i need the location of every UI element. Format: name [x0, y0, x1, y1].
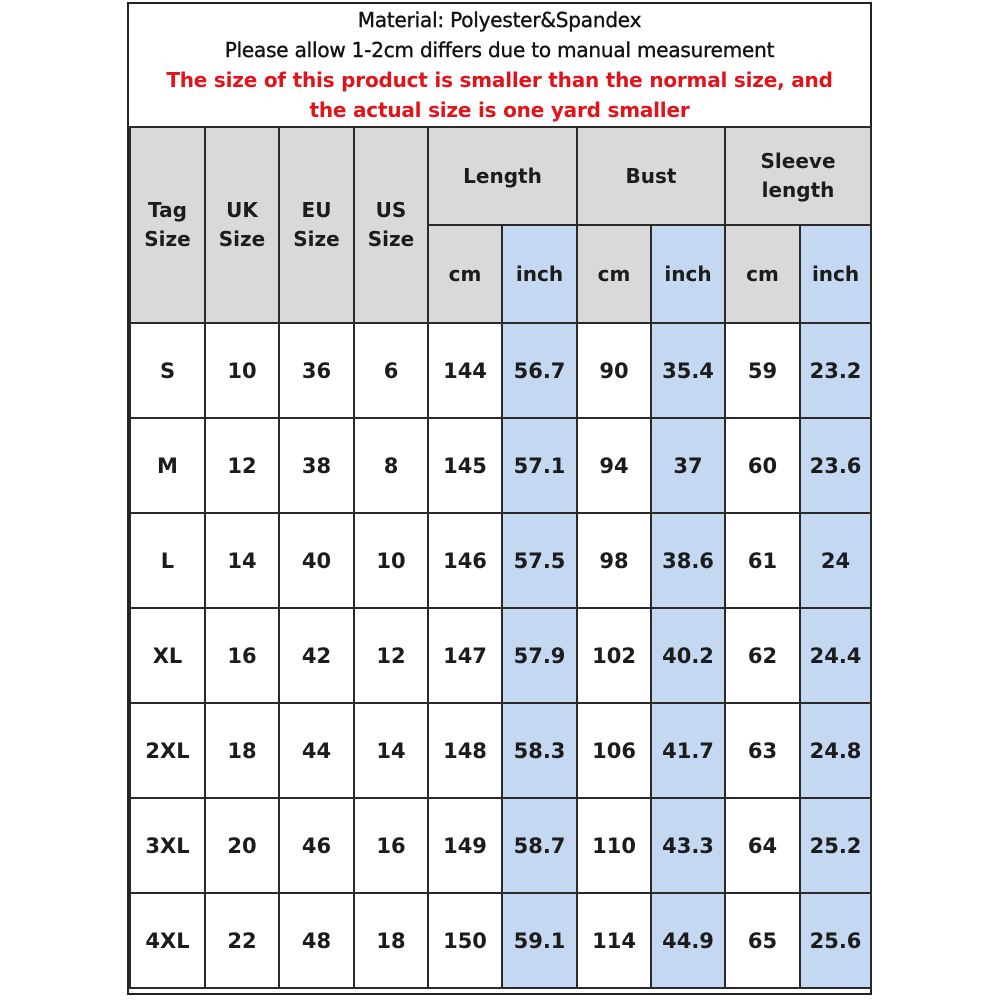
header-length: Length [428, 127, 577, 225]
cell-length-inch: 56.7 [502, 323, 577, 418]
header-bust-cm: cm [577, 225, 651, 323]
cell-length-cm: 145 [428, 418, 502, 513]
cell-uk-size: 10 [205, 323, 279, 418]
header-sleeve-length: Sleeve length [725, 127, 871, 225]
cell-us-size: 10 [354, 513, 428, 608]
table-row [130, 893, 871, 988]
header-bust: Bust [577, 127, 725, 225]
product-notes [129, 4, 870, 128]
cell-eu-size: 42 [279, 608, 354, 703]
cell-length-inch: 57.5 [502, 513, 577, 608]
header-row-groups [130, 127, 871, 225]
cell-bust-inch: 44.9 [651, 893, 725, 988]
cell-bust-cm: 102 [577, 608, 651, 703]
size-table-body [130, 323, 871, 988]
cell-uk-size: 12 [205, 418, 279, 513]
cell-length-cm: 148 [428, 703, 502, 798]
cell-bust-inch: 37 [651, 418, 725, 513]
header-us-size: US Size [354, 127, 428, 323]
header-eu-size: EU Size [279, 127, 354, 323]
cell-bust-cm: 114 [577, 893, 651, 988]
material-note: Material: Polyester&Spandex [357, 8, 642, 32]
table-row [130, 513, 871, 608]
cell-bust-cm: 110 [577, 798, 651, 893]
cell-tag-size: S [130, 323, 205, 418]
cell-sleeve-inch: 23.2 [800, 323, 871, 418]
header-uk-size: UK Size [205, 127, 279, 323]
cell-length-inch: 59.1 [502, 893, 577, 988]
cell-sleeve-cm: 60 [725, 418, 800, 513]
cell-eu-size: 46 [279, 798, 354, 893]
cell-bust-cm: 94 [577, 418, 651, 513]
cell-bust-inch: 40.2 [651, 608, 725, 703]
cell-sleeve-inch: 25.6 [800, 893, 871, 988]
cell-length-inch: 57.1 [502, 418, 577, 513]
header-sleeve-cm: cm [725, 225, 800, 323]
cell-sleeve-inch: 25.2 [800, 798, 871, 893]
header-tag-size: Tag Size [130, 127, 205, 323]
cell-tag-size: 4XL [130, 893, 205, 988]
cell-eu-size: 36 [279, 323, 354, 418]
cell-us-size: 12 [354, 608, 428, 703]
cell-us-size: 16 [354, 798, 428, 893]
cell-sleeve-cm: 62 [725, 608, 800, 703]
table-row [130, 703, 871, 798]
cell-uk-size: 20 [205, 798, 279, 893]
table-row [130, 418, 871, 513]
cell-uk-size: 14 [205, 513, 279, 608]
cell-sleeve-cm: 61 [725, 513, 800, 608]
cell-uk-size: 22 [205, 893, 279, 988]
cell-uk-size: 16 [205, 608, 279, 703]
cell-sleeve-cm: 65 [725, 893, 800, 988]
cell-tag-size: 2XL [130, 703, 205, 798]
cell-length-cm: 147 [428, 608, 502, 703]
cell-uk-size: 18 [205, 703, 279, 798]
header-length-cm: cm [428, 225, 502, 323]
cell-us-size: 18 [354, 893, 428, 988]
cell-eu-size: 44 [279, 703, 354, 798]
cell-tag-size: M [130, 418, 205, 513]
size-chart [127, 2, 872, 995]
cell-length-cm: 146 [428, 513, 502, 608]
cell-sleeve-inch: 24 [800, 513, 871, 608]
measurement-note: Please allow 1-2cm differs due to manual measurement [224, 38, 775, 62]
cell-bust-inch: 38.6 [651, 513, 725, 608]
cell-tag-size: 3XL [130, 798, 205, 893]
cell-us-size: 6 [354, 323, 428, 418]
cell-eu-size: 40 [279, 513, 354, 608]
cell-bust-cm: 98 [577, 513, 651, 608]
size-warning-line-1: The size of this product is smaller than the normal size, and [166, 68, 833, 92]
table-row [130, 608, 871, 703]
cell-bust-cm: 90 [577, 323, 651, 418]
cell-sleeve-cm: 63 [725, 703, 800, 798]
cell-bust-cm: 106 [577, 703, 651, 798]
size-table [129, 126, 872, 989]
table-row [130, 798, 871, 893]
cell-length-inch: 58.3 [502, 703, 577, 798]
cell-sleeve-cm: 59 [725, 323, 800, 418]
header-length-inch: inch [502, 225, 577, 323]
cell-tag-size: XL [130, 608, 205, 703]
header-bust-inch: inch [651, 225, 725, 323]
cell-sleeve-inch: 24.8 [800, 703, 871, 798]
cell-length-cm: 144 [428, 323, 502, 418]
cell-sleeve-cm: 64 [725, 798, 800, 893]
cell-length-inch: 58.7 [502, 798, 577, 893]
cell-bust-inch: 43.3 [651, 798, 725, 893]
cell-bust-inch: 41.7 [651, 703, 725, 798]
cell-length-inch: 57.9 [502, 608, 577, 703]
cell-bust-inch: 35.4 [651, 323, 725, 418]
cell-us-size: 8 [354, 418, 428, 513]
cell-us-size: 14 [354, 703, 428, 798]
table-row [130, 323, 871, 418]
cell-eu-size: 38 [279, 418, 354, 513]
size-warning-line-2: the actual size is one yard smaller [309, 98, 690, 122]
cell-eu-size: 48 [279, 893, 354, 988]
header-sleeve-inch: inch [800, 225, 871, 323]
cell-sleeve-inch: 24.4 [800, 608, 871, 703]
cell-length-cm: 149 [428, 798, 502, 893]
cell-length-cm: 150 [428, 893, 502, 988]
cell-sleeve-inch: 23.6 [800, 418, 871, 513]
cell-tag-size: L [130, 513, 205, 608]
